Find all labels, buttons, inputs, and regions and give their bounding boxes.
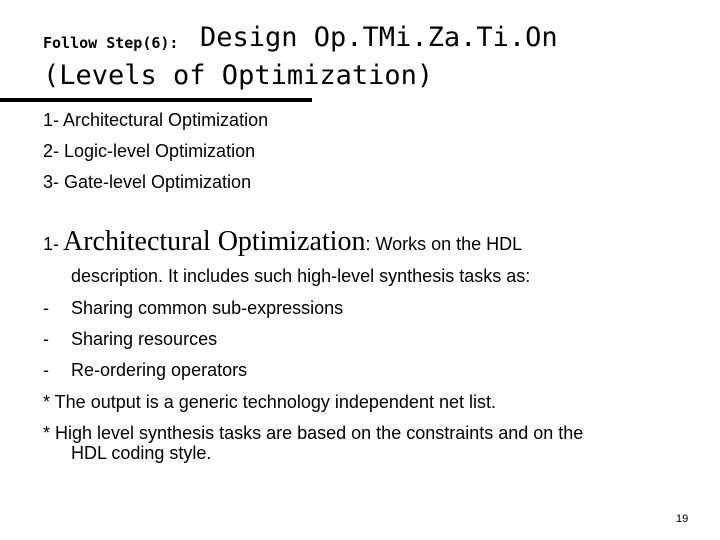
detail-number: 1- (43, 234, 60, 254)
page-number: 19 (676, 513, 689, 525)
level-item-architectural: 1- Architectural Optimization (43, 110, 269, 130)
title-subtitle: (Levels of Optimization) (43, 60, 434, 91)
task-item-sharing-subexpressions: Sharing common sub-expressions (71, 298, 344, 318)
level-item-logic: 2- Logic-level Optimization (43, 141, 256, 161)
note-output-netlist: * The output is a generic technology independent net list. (43, 392, 496, 412)
task-item-reordering-operators: Re-ordering operators (71, 360, 248, 380)
detail-heading: Architectural Optimization (63, 226, 366, 257)
title-main: Design Op.TMi.Za.Ti.On (200, 22, 558, 53)
task-bullet: - (43, 298, 49, 318)
detail-intro-tail: : Works on the HDL (365, 234, 523, 254)
title-underline (0, 98, 312, 102)
detail-intro-continuation: description. It includes such high-level synthesis tasks as: (71, 266, 531, 286)
task-bullet: - (43, 360, 49, 380)
note-synthesis-constraints-cont: HDL coding style. (71, 443, 212, 463)
task-bullet: - (43, 329, 49, 349)
task-item-sharing-resources: Sharing resources (71, 329, 218, 349)
level-item-gate: 3- Gate-level Optimization (43, 172, 252, 192)
note-synthesis-constraints: * High level synthesis tasks are based on the constraints and on the (43, 423, 584, 443)
detail-heading-line (43, 226, 522, 258)
title-prefix: Follow Step(6): (43, 34, 179, 52)
